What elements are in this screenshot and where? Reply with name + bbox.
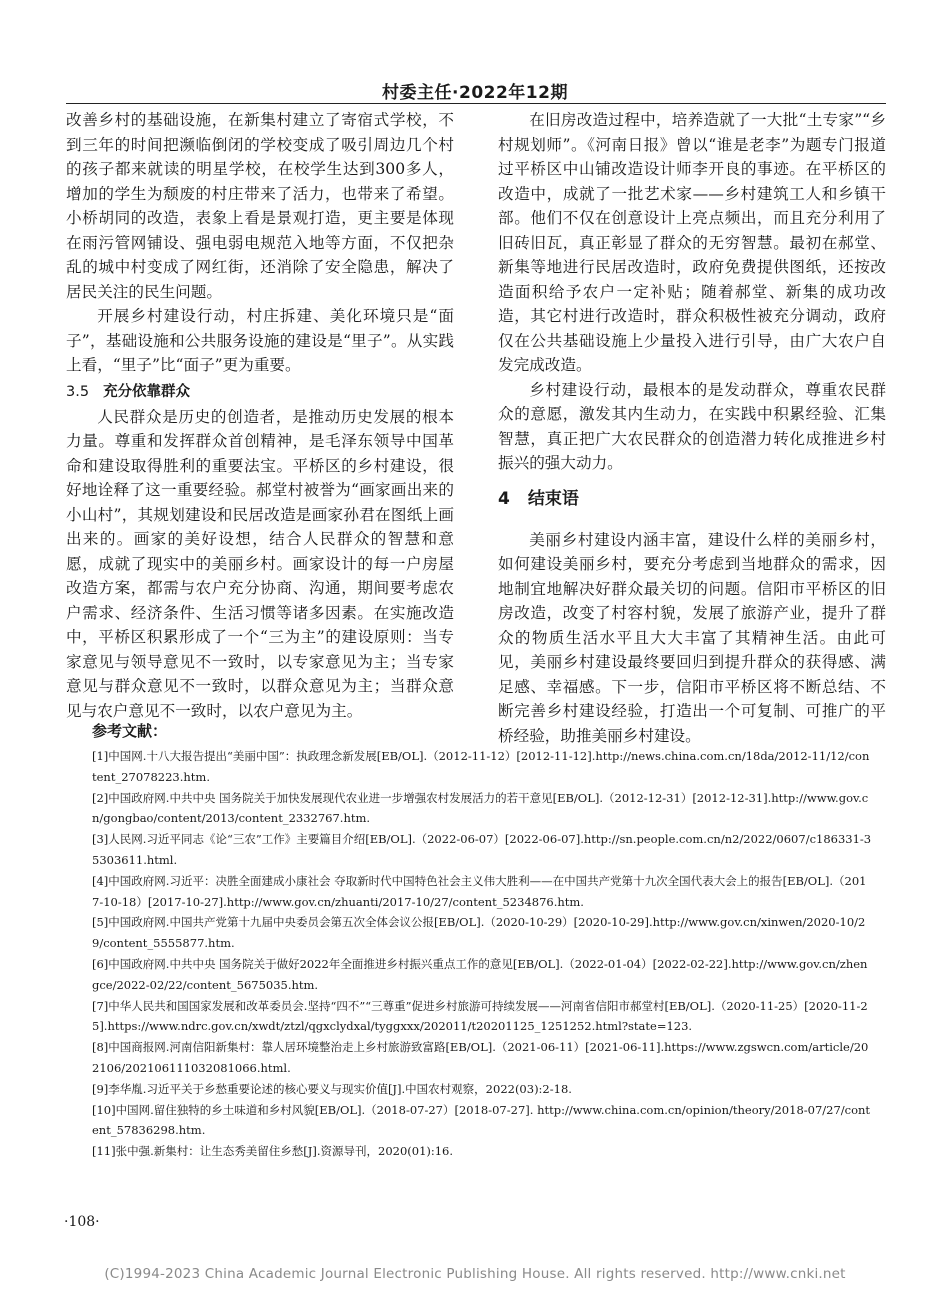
reference-item: [10]中国网.留住独特的乡土味道和乡村风貌[EB/OL].（2018-07-27）[2018-07-27]. http://www.china.com.cn/opinion/theory/2018-07/27/content_57836298.htm. (92, 1102, 871, 1138)
section-heading (66, 380, 454, 404)
reference-item: [5]中国政府网.中国共产党第十九届中央委员会第五次全体会议公报[EB/OL].（2020-10-29）[2020-10-29].http://www.gov.cn/xinwen/2020-10/29/content_5555877.htm. (92, 915, 866, 951)
section-heading (498, 486, 886, 512)
body-paragraph: 人民群众是历史的创造者，是推动历史发展的根本力量。尊重和发挥群众首创精神，是毛泽东领导中国革命和建设取得胜利的重要法宝。平桥区的乡村建设，很好地诠释了这一重要经验。郝堂村被誉为“画家画出来的小山村”，其规划建设和民居改造是画家孙君在图纸上画出来的。画家的美好设想，结合人民群众的智慧和意愿，成就了现实中的美丽乡村。画家设计的每一户房屋改造方案，都需与农户充分协商、沟通，期间要考虑农户需求、经济条件、生活习惯等诸多因素。在实施改造中，平桥区积累形成了一个“三为主”的建设原则：当专家意见与领导意见不一致时，以专家意见为主；当专家意见与群众意见不一致时，以群众意见为主；当群众意见与农户意见不一致时，以农户意见为主。 (66, 407, 454, 720)
body-paragraph: 乡村建设行动，最根本的是发动群众，尊重农民群众的意愿，激发其内生动力，在实践中积累经验、汇集智慧，真正把广大农民群众的创造潜力转化成推进乡村振兴的强大动力。 (498, 380, 886, 472)
body-paragraph: 改善乡村的基础设施，在新集村建立了寄宿式学校，不到三年的时间把濒临倒闭的学校变成了吸引周边几个村的孩子都来就读的明星学校，在校学生达到300多人，增加的学生为颓废的村庄带来了活力，也带来了希望。小桥胡同的改造，表象上看是景观打造，更主要是体现在雨污管网铺设、强电弱电规范入地等方面，不仅把杂乱的城中村变成了网红街，还消除了安全隐患，解决了居民关注的民生问题。 (66, 111, 454, 301)
references-list (92, 746, 872, 1162)
copyright-watermark: (C)1994-2023 China Academic Journal Electronic Publishing House. All rights reserved. http://www.cnki.net (104, 1266, 846, 1282)
reference-item: [3]人民网.习近平同志《论“三农”工作》主要篇目介绍[EB/OL].（2022-06-07）[2022-06-07].http://sn.people.com.cn/n2/2022/0607/c186331-35303611.html. (92, 832, 872, 867)
reference-item: [11]张中强.新集村：让生态秀美留住乡愁[J].资源导刊，2020(01):16. (92, 1144, 454, 1159)
reference-item: [6]中国政府网.中共中央 国务院关于做好2022年全面推进乡村振兴重点工作的意见[EB/OL].（2022-01-04）[2022-02-22].http://www.gov.cn/zhengce/2022-02/22/content_5675035.htm. (92, 956, 868, 992)
right-column (498, 108, 886, 748)
reference-item: [2]中国政府网.中共中央 国务院关于加快发展现代农业进一步增强农村发展活力的若干意见[EB/OL].（2012-12-31）[2012-12-31].http://www.gov.cn/gongbao/content/2013/content_2332767.htm. (92, 790, 869, 826)
left-column (66, 108, 454, 723)
header-rule (66, 103, 886, 104)
reference-item: [7]中华人民共和国国家发展和改革委员会.坚持“四不”“三尊重”促进乡村旅游可持续发展——河南省信阳市郝堂村[EB/OL].（2020-11-25）[2020-11-25].https://www.ndrc.gov.cn/xwdt/ztzl/qgxclydxal/tyggxxx/202011/t20201125_1251252.html?state=123. (92, 998, 868, 1034)
section-title: 结束语 (527, 488, 579, 509)
reference-item: [4]中国政府网.习近平：决胜全面建成小康社会 夺取新时代中国特色社会主义伟大胜利——在中国共产党第十九次全国代表大会上的报告[EB/OL].（2017-10-18）[2017-10-27].http://www.gov.cn/zhuanti/2017-10/27/content_5234876.htm. (92, 873, 867, 909)
body-paragraph: 在旧房改造过程中，培养造就了一大批“土专家”“乡村规划师”。《河南日报》曾以“谁是老李”为题专门报道过平桥区中山铺改造设计师李开良的事迹。在平桥区的改造中，成就了一批艺术家——乡村建筑工人和乡镇干部。他们不仅在创意设计上亮点频出，而且充分利用了旧砖旧瓦，真正彰显了群众的无穷智慧。最初在郝堂、新集等地进行民居改造时，政府免费提供图纸，还按改造面积给予农户一定补贴；随着郝堂、新集的成功改造，其它村进行改造时，群众积极性被充分调动，政府仅在公共基础设施上少量投入进行引导，由广大农户自发完成改造。 (498, 111, 886, 374)
references-title: 参考文献： (92, 722, 168, 740)
reference-item: [1]中国网.十八大报告提出“美丽中国”：执政理念新发展[EB/OL].（2012-11-12）[2012-11-12].http://news.china.com.cn/18da/2012-11/12/content_27078223.htm. (92, 749, 870, 784)
section-title: 充分依靠群众 (103, 383, 191, 400)
body-paragraph: 开展乡村建设行动，村庄拆建、美化环境只是“面子”，基础设施和公共服务设施的建设是“里子”。从实践上看，“里子”比“面子”更为重要。 (66, 307, 454, 374)
reference-item: [8]中国商报网.河南信阳新集村：靠人居环境整治走上乡村旅游致富路[EB/OL].（2021-06-11）[2021-06-11].https://www.zgswcn.com/article/202106/202106111032081066.html. (92, 1040, 869, 1075)
running-header: 村委主任·2022年12期 (382, 83, 568, 103)
body-paragraph: 美丽乡村建设内涵丰富，建设什么样的美丽乡村，如何建设美丽乡村，要充分考虑到当地群众的需求，因地制宜地解决好群众最关切的问题。信阳市平桥区的旧房改造，改变了村容村貌，发展了旅游产业，提升了群众的物质生活水平且大大丰富了其精神生活。由此可见，美丽乡村建设最终要回归到提升群众的获得感、满足感、幸福感。下一步，信阳市平桥区将不断总结、不断完善乡村建设经验，打造出一个可复制、可推广的平桥经验，助推美丽乡村建设。 (498, 530, 886, 745)
page-number: ·108· (64, 1214, 100, 1230)
section-number: 3.5 (66, 383, 90, 400)
section-number: 4 (498, 488, 510, 509)
reference-item: [9]李华胤.习近平关于乡愁重要论述的核心要义与现实价值[J].中国农村观察，2022(03):2-18. (92, 1081, 572, 1096)
